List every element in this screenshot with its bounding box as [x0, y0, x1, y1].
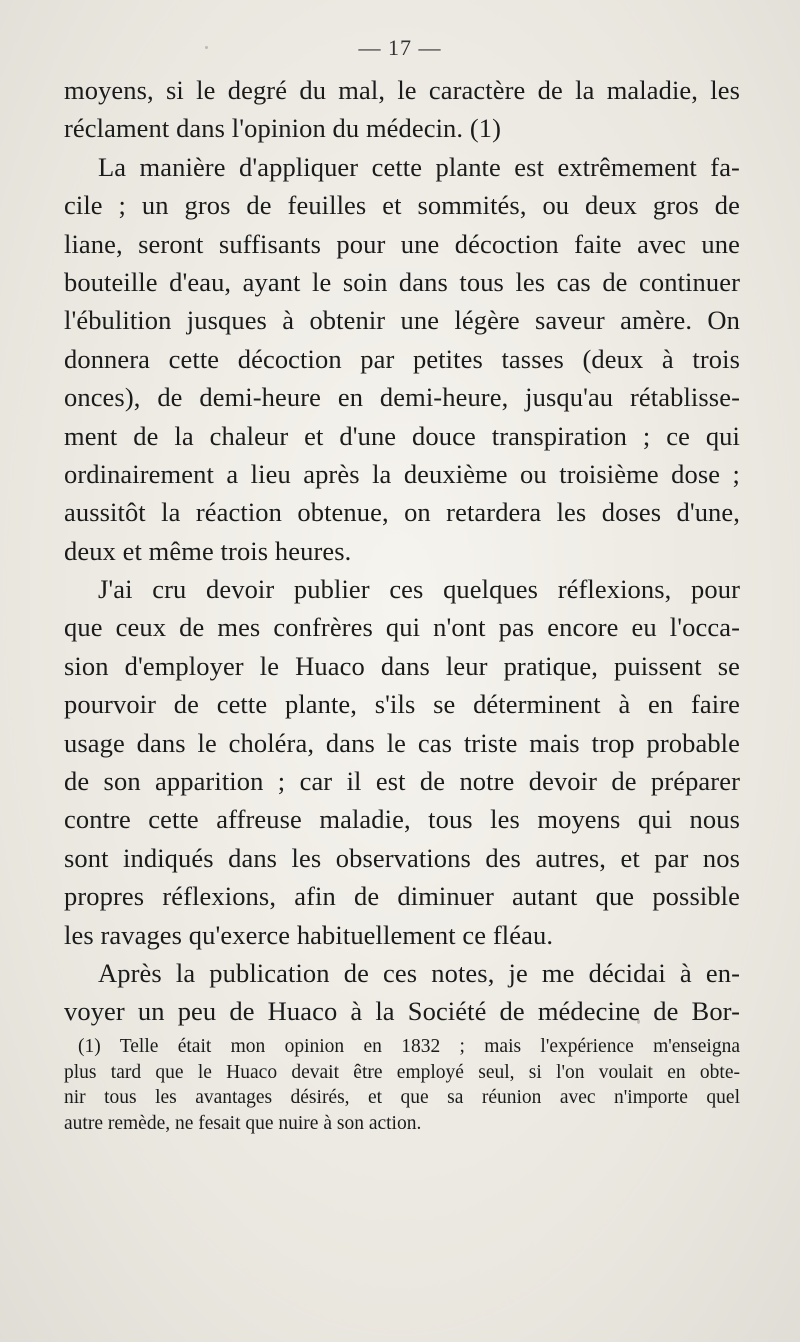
- footnote-line: nir tous les avantages désirés, et que sa réunion avec n'importe quel: [64, 1087, 740, 1108]
- text-line: aussitôt la réaction obtenue, on retardera les doses d'une,: [64, 497, 740, 528]
- main-text: [64, 71, 740, 1031]
- text-line: deux et même trois heures.: [64, 535, 352, 566]
- text-line: cile ; un gros de feuilles et sommités, ou deux gros de: [64, 190, 740, 221]
- text-line: ordinairement a lieu après la deuxième ou troisième dose ;: [64, 458, 740, 489]
- text-line: les ravages qu'exerce habituellement ce fléau.: [64, 919, 554, 950]
- footnote-line: (1) Telle était mon opinion en 1832 ; mais l'expérience m'enseigna: [78, 1036, 740, 1057]
- text-line: Après la publication de ces notes, je me décidai à en-: [98, 957, 740, 988]
- text-line: usage dans le choléra, dans le cas triste mais trop probable: [64, 727, 740, 758]
- text-line: moyens, si le degré du mal, le caractère de la maladie, les: [64, 75, 740, 105]
- text-line: liane, seront suffisants pour une décoction faite avec une: [64, 228, 740, 259]
- page-number: — 17 —: [358, 35, 442, 60]
- text-line: ment de la chaleur et d'une douce transpiration ; ce qui: [64, 420, 740, 451]
- footnote: [64, 1034, 740, 1136]
- text-line: propres réflexions, afin de diminuer autant que possible: [64, 881, 740, 912]
- text-line: réclament dans l'opinion du médecin. (1): [64, 113, 502, 144]
- text-line: La manière d'appliquer cette plante est extrêmement fa-: [98, 151, 740, 182]
- text-line: donnera cette décoction par petites tasses (deux à trois: [64, 343, 740, 374]
- text-line: sont indiqués dans les observations des autres, et par nos: [64, 842, 740, 873]
- text-line: de son apparition ; car il est de notre devoir de préparer: [64, 766, 740, 797]
- paper-speck: [637, 1019, 640, 1024]
- text-line: pourvoir de cette plante, s'ils se déterminent à en faire: [64, 689, 740, 720]
- text-line: que ceux de mes confrères qui n'ont pas encore eu l'occa-: [64, 612, 740, 643]
- text-line: voyer un peu de Huaco à la Société de médecine de Bor-: [64, 996, 740, 1027]
- paper-speck: [205, 46, 208, 49]
- text-line: contre cette affreuse maladie, tous les moyens qui nous: [64, 804, 740, 835]
- text-line: l'ébulition jusques à obtenir une légère saveur amère. On: [64, 305, 740, 336]
- footnote-line: plus tard que le Huaco devait être employé seul, si l'on voulait en obte-: [64, 1061, 740, 1083]
- footnote-line: autre remède, ne fesait que nuire à son action.: [64, 1112, 422, 1134]
- text-line: J'ai cru devoir publier ces quelques réflexions, pour: [98, 574, 740, 605]
- text-line: onces), de demi-heure en demi-heure, jusqu'au rétablisse-: [64, 382, 740, 413]
- text-line: sion d'employer le Huaco dans leur pratique, puissent se: [64, 650, 740, 681]
- text-line: bouteille d'eau, ayant le soin dans tous les cas de continuer: [64, 266, 740, 297]
